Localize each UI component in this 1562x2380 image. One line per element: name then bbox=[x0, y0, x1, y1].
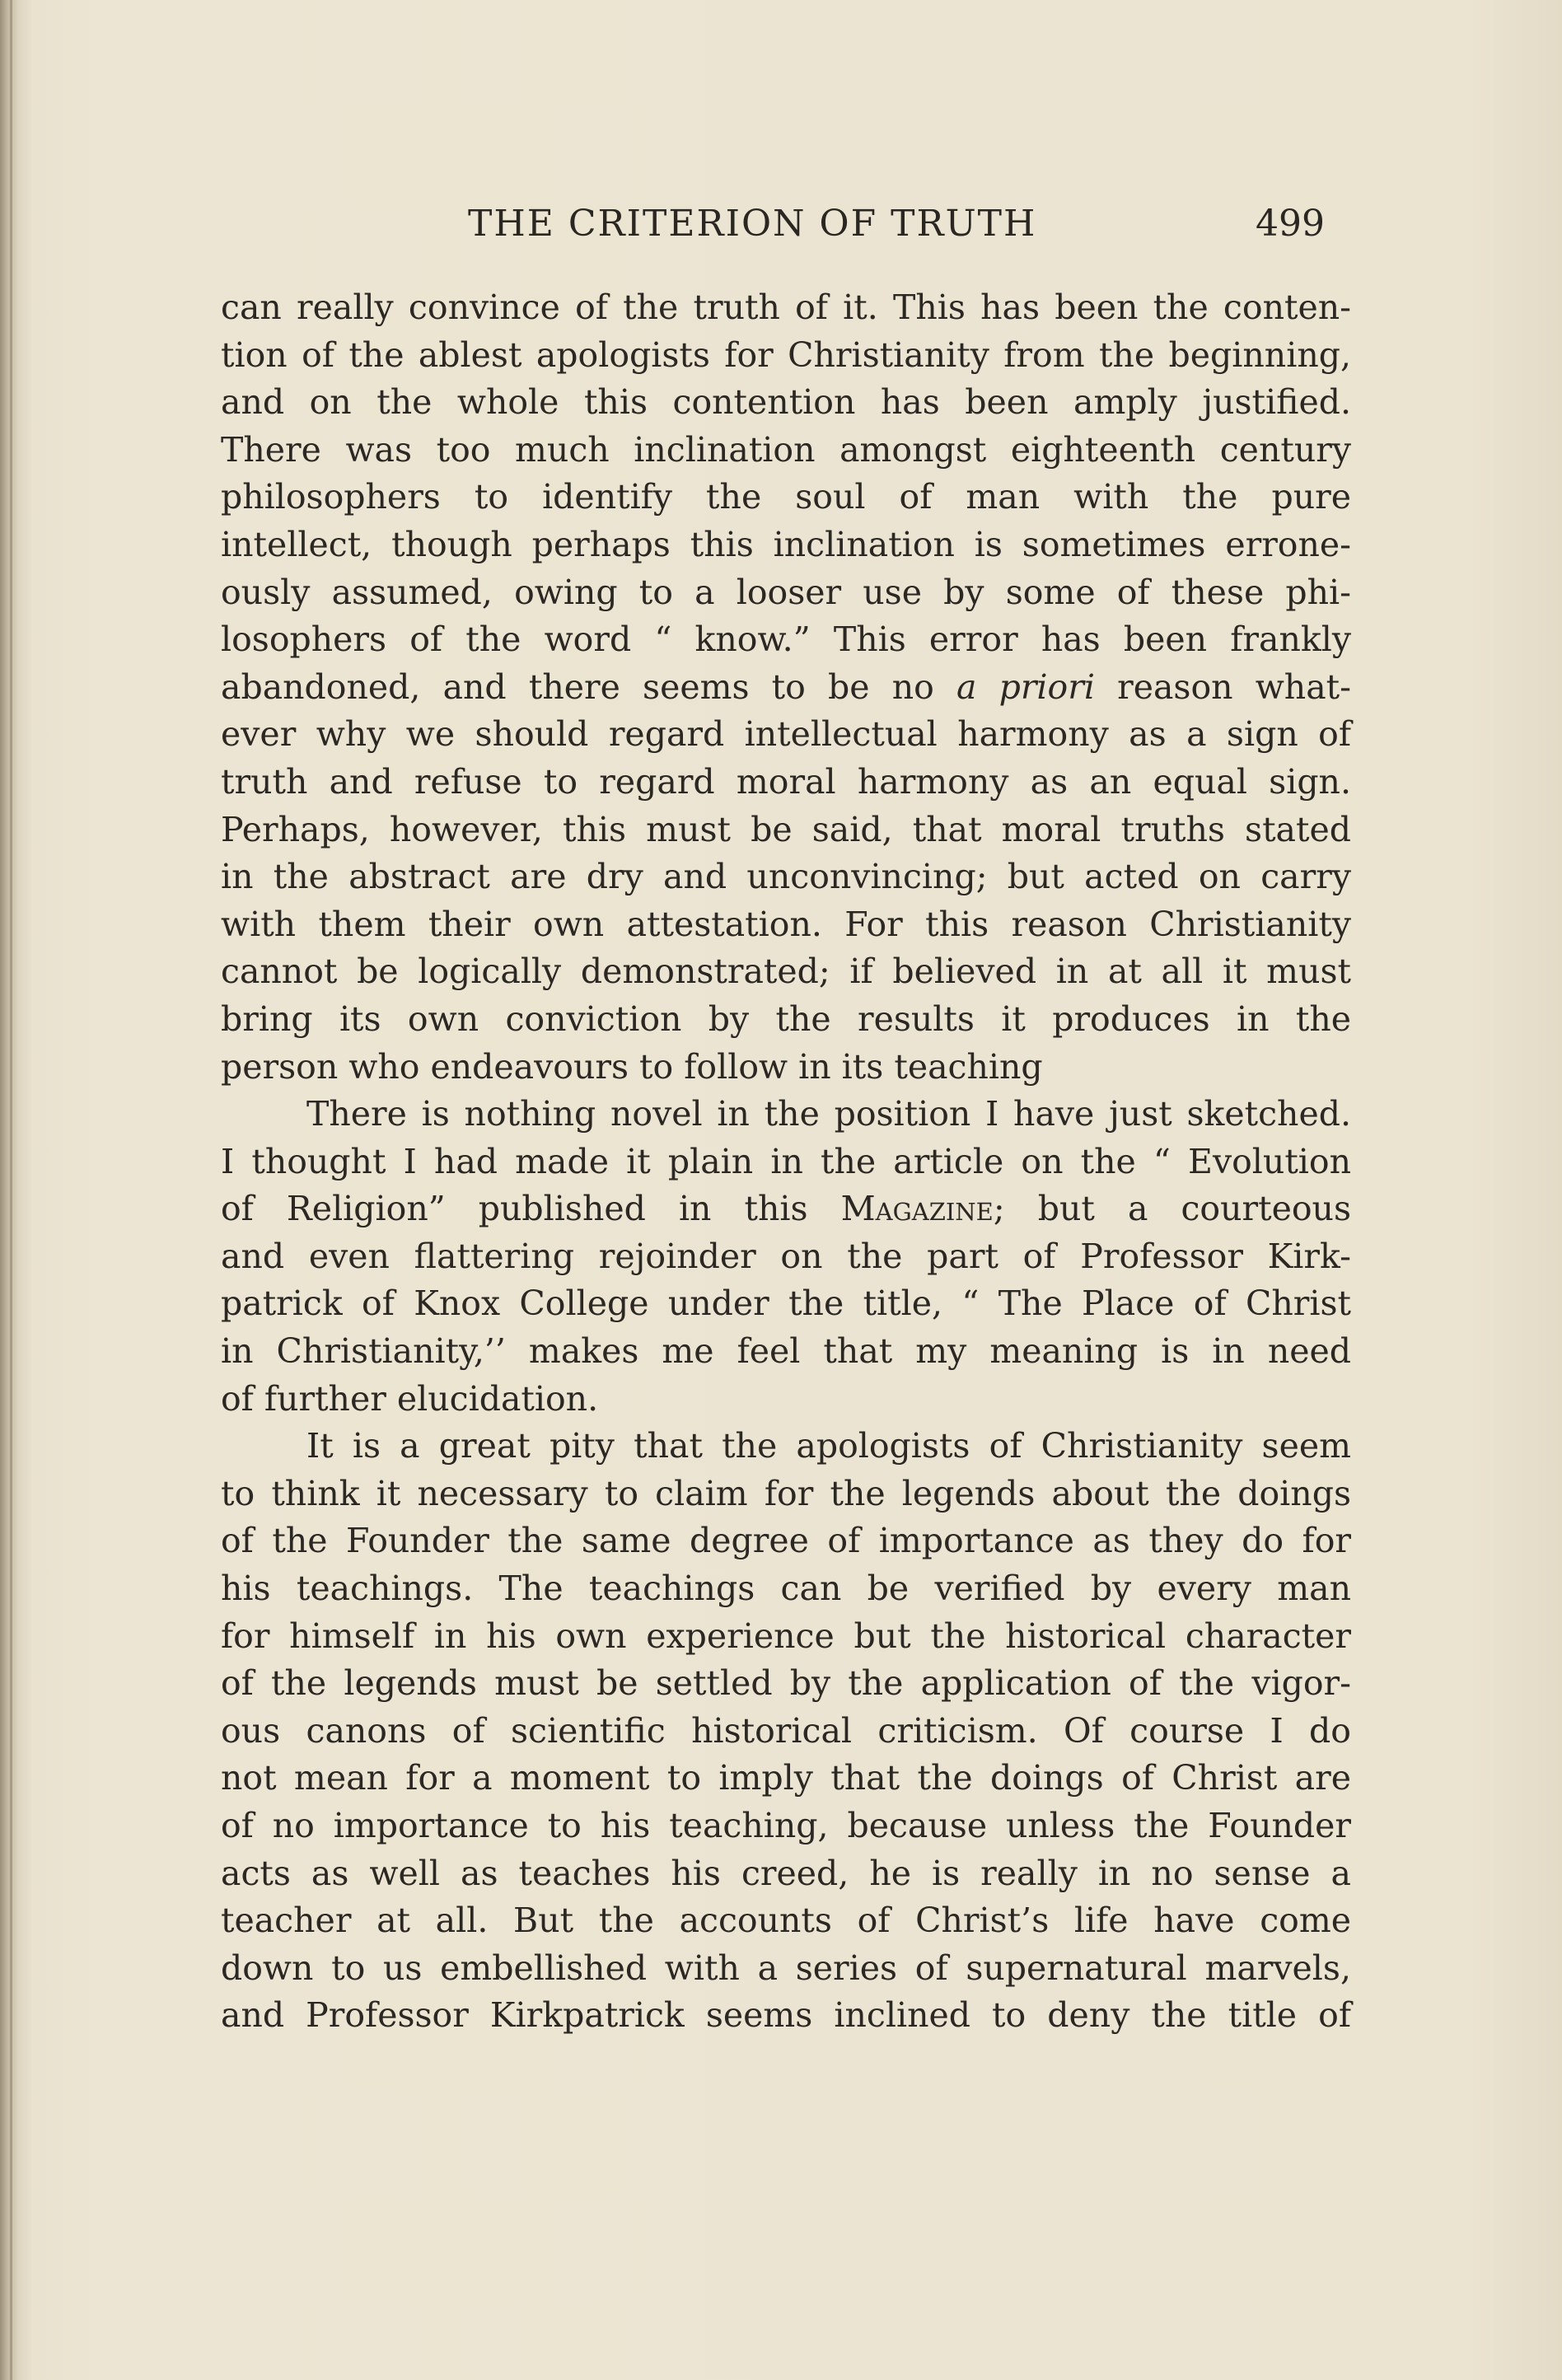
text-line: of the Founder the same degree of importance as they do for bbox=[221, 1521, 1351, 1561]
text-line: ously assumed, owing to a looser use by some of these phi- bbox=[221, 572, 1351, 612]
text-line: tion of the ablest apologists for Christianity from the beginning, bbox=[221, 334, 1351, 375]
text-line bbox=[221, 1185, 1351, 1233]
text-line: losophers of the word “ know.” This error has been frankly bbox=[221, 620, 1351, 660]
text-line: ous canons of scientific historical criticism. Of course I do bbox=[221, 1710, 1351, 1751]
text-line: of further elucidation. bbox=[221, 1378, 599, 1419]
text-line: teacher at all. But the accounts of Christ’s life have come bbox=[221, 1901, 1351, 1941]
text-segment: reason what- bbox=[1094, 666, 1351, 707]
page-binding-edge bbox=[10, 0, 12, 2380]
text-line: with them their own attestation. For this reason Christianity bbox=[221, 904, 1351, 944]
text-line bbox=[221, 664, 1351, 712]
small-caps-word: Magazine bbox=[840, 1189, 994, 1229]
paragraph-first-line: It is a great pity that the apologists of Christianity seem bbox=[306, 1426, 1351, 1466]
text-line: not mean for a moment to imply that the doings of Christ are bbox=[221, 1758, 1351, 1798]
text-segment: of Religion” published in this bbox=[221, 1189, 841, 1229]
text-line: patrick of Knox College under the title, “ The Place of Christ bbox=[221, 1284, 1351, 1324]
text-line: Perhaps, however, this must be said, that moral truths stated bbox=[221, 809, 1351, 849]
text-line: and even flattering rejoinder on the part of Professor Kirk- bbox=[221, 1236, 1351, 1276]
text-line: for himself in his own experience but the historical character bbox=[221, 1616, 1351, 1656]
text-line: philosophers to identify the soul of man with the pure bbox=[221, 477, 1351, 517]
page-header bbox=[221, 203, 1325, 260]
page-number: 499 bbox=[1256, 203, 1325, 245]
text-line: down to us embellished with a series of supernatural marvels, bbox=[221, 1947, 1351, 1988]
body-text bbox=[221, 284, 1351, 2040]
text-line: ever why we should regard intellectual harmony as a sign of bbox=[221, 714, 1351, 755]
text-line: can really convince of the truth of it. This has been the conten- bbox=[221, 288, 1351, 327]
text-line: There was too much inclination amongst eighteenth century bbox=[221, 429, 1351, 470]
text-line: and on the whole this contention has been amply justified. bbox=[221, 382, 1351, 423]
italic-phrase: a priori bbox=[956, 666, 1095, 707]
running-title: THE CRITERION OF TRUTH bbox=[468, 203, 1037, 245]
text-line: intellect, though perhaps this inclination is sometimes errone- bbox=[221, 524, 1351, 564]
text-line: acts as well as teaches his creed, he is really in no sense a bbox=[221, 1853, 1351, 1893]
text-line: his teachings. The teachings can be verified by every man bbox=[221, 1569, 1351, 1609]
text-line: of no importance to his teaching, because unless the Founder bbox=[221, 1806, 1351, 1845]
text-line: cannot be logically demonstrated; if believed in at all it must bbox=[221, 952, 1351, 992]
paragraph-first-line: There is nothing novel in the position I have just sketched. bbox=[306, 1094, 1351, 1134]
text-line: truth and refuse to regard moral harmony as an equal sign. bbox=[221, 761, 1351, 802]
text-segment: ; but a courteous bbox=[993, 1189, 1351, 1229]
text-line: to think it necessary to claim for the legends about the doings bbox=[221, 1473, 1351, 1513]
page-gutter-shadow bbox=[0, 0, 18, 2380]
text-line: of the legends must be settled by the application of the vigor- bbox=[221, 1663, 1351, 1704]
text-segment: abandoned, and there seems to be no bbox=[221, 666, 956, 707]
text-line: person who endeavours to follow in its teaching bbox=[221, 1046, 1043, 1087]
text-line: in the abstract are dry and unconvincing; but acted on carry bbox=[221, 857, 1351, 897]
text-line: in Christianity,’’ makes me feel that my meaning is in need bbox=[221, 1331, 1351, 1372]
text-line: bring its own conviction by the results it produces in the bbox=[221, 998, 1351, 1039]
text-line: and Professor Kirkpatrick seems inclined to deny the title of bbox=[221, 1995, 1351, 2036]
text-line: I thought I had made it plain in the article on the “ Evolution bbox=[221, 1141, 1351, 1181]
